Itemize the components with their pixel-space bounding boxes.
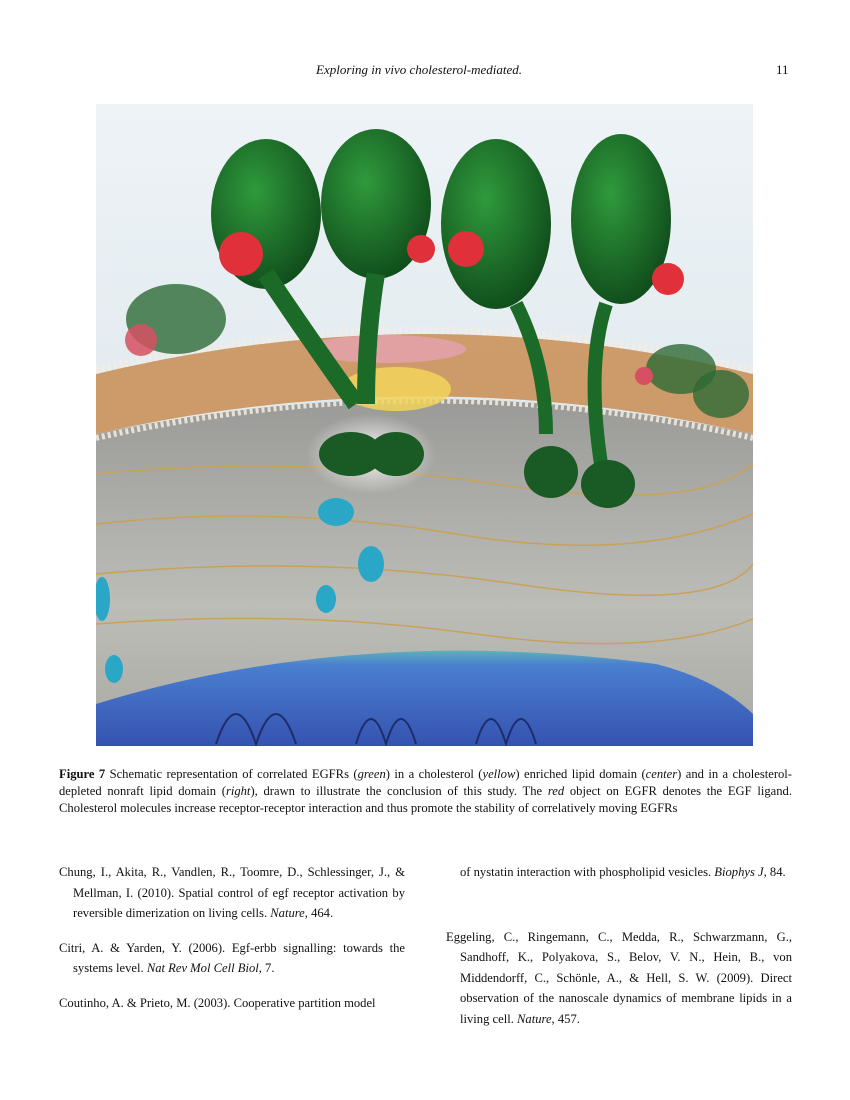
reference-text: Chung, I., Akita, R., Vandlen, R., Toomre, D., Schlessinger, J., & Mellman, I. (2010). Spatial control of egf receptor activation by reversible dimerization on living cells. bbox=[59, 865, 405, 920]
reference-entry bbox=[59, 938, 405, 979]
references-left-column bbox=[59, 862, 405, 1027]
reference-journal: Biophys J bbox=[714, 865, 764, 879]
reference-volume: , 457. bbox=[551, 1011, 580, 1026]
figure-illustration bbox=[96, 104, 753, 746]
figure-label: Figure 7 bbox=[59, 767, 106, 781]
caption-text: ) and in a cholesterol-depleted nonraft lipid domain ( bbox=[59, 767, 793, 798]
reference-entry bbox=[59, 862, 405, 924]
caption-emphasis: yellow bbox=[482, 767, 516, 781]
caption-emphasis: right bbox=[225, 784, 251, 798]
reference-volume: , 7. bbox=[258, 961, 275, 975]
reference-journal: Nature bbox=[270, 906, 305, 920]
page-number: 11 bbox=[776, 62, 789, 77]
reference-continuation bbox=[446, 862, 792, 883]
reference-entry bbox=[446, 927, 792, 1030]
reference-text: Coutinho, A. & Prieto, M. (2003). Cooperative partition model bbox=[59, 995, 376, 1010]
figure-caption bbox=[59, 766, 792, 817]
caption-text: ) enriched lipid domain ( bbox=[515, 767, 646, 781]
caption-text: ) in a cholesterol ( bbox=[385, 767, 483, 781]
reference-entry bbox=[59, 993, 405, 1014]
references-right-column bbox=[446, 862, 792, 1043]
caption-emphasis: center bbox=[645, 767, 678, 781]
caption-text: ), drawn to illustrate the conclusion of this study. The bbox=[250, 784, 548, 798]
reference-text: Citri, A. & Yarden, Y. (2006). Egf-erbb signalling: towards the systems level. bbox=[59, 940, 405, 975]
reference-journal: Nat Rev Mol Cell Biol bbox=[146, 961, 259, 975]
caption-emphasis: red bbox=[547, 784, 565, 798]
reference-text: of nystatin interaction with phospholipid vesicles. bbox=[460, 865, 715, 879]
caption-emphasis: green bbox=[357, 767, 386, 781]
reference-journal: Nature bbox=[517, 1011, 552, 1026]
caption-text: Schematic representation of correlated EGFRs ( bbox=[105, 767, 358, 781]
running-title: Exploring in vivo cholesterol-mediated. bbox=[316, 62, 523, 77]
caption-text: object on EGFR denotes the EGF ligand. Cholesterol molecules increase receptor-receptor interaction and thus promote the stability of correlatively moving EGFRs bbox=[59, 784, 792, 815]
reference-volume: , 84. bbox=[763, 865, 786, 879]
reference-volume: , 464. bbox=[304, 906, 334, 920]
reference-text: Eggeling, C., Ringemann, C., Medda, R., Schwarzmann, G., Sandhoff, K., Polyakova, S., Belov, V. N., Hein, B., von Middendorff, C., Schönle, A., & Hell, S. W. (2009). Direct observation of the nanoscale dynamics of membrane lipids in a living cell. bbox=[446, 929, 792, 1026]
